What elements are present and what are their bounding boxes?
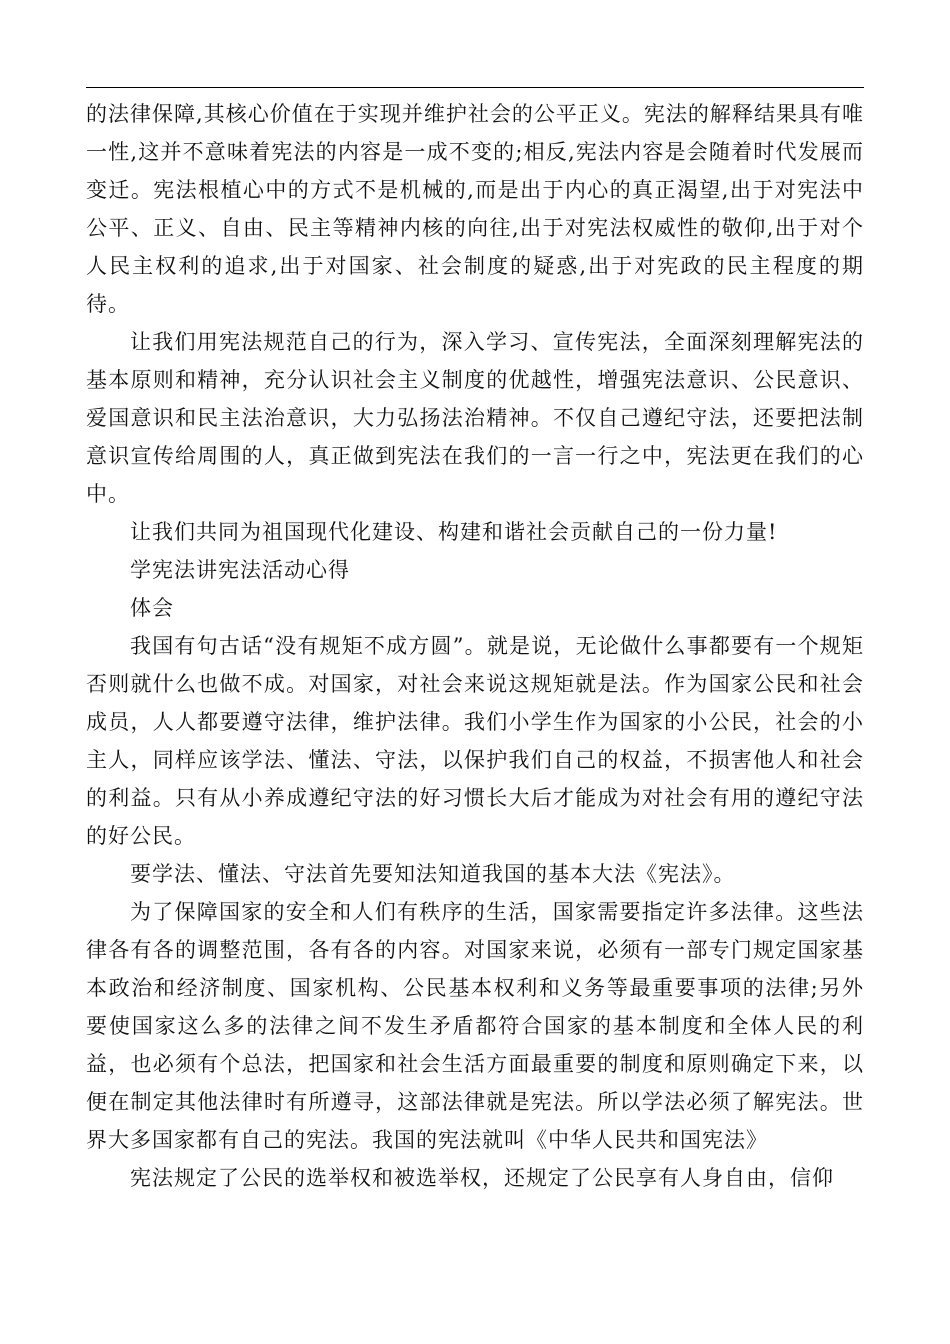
paragraph: 我国有句古话“没有规矩不成方圆”。就是说，无论做什么事都要有一个规矩否则就什么也做不成。对国家，对社会来说这规矩就是法。作为国家公民和社会成员，人人都要遵守法律，维护法律。我们小学生作为国家的小公民，社会的小主人，同样应该学法、懂法、守法，以保护我们自己的权益，不损害他人和社会的利益。只有从小养成遵纪守法的好习惯长大后才能成为对社会有用的遵纪守法的好公民。 [86, 634, 864, 848]
paragraph: 让我们用宪法规范自己的行为，深入学习、宣传宪法，全面深刻理解宪法的基本原则和精神，充分认识社会主义制度的优越性，增强宪法意识、公民意识、爱国意识和民主法治意识，大力弘扬法治精神。不仅自己遵纪守法，还要把法制意识宣传给周围的人，真正做到宪法在我们的一言一行之中，宪法更在我们的心中。 [86, 330, 864, 506]
section-heading: 学宪法讲宪法活动心得 [130, 558, 350, 582]
document-body [86, 95, 864, 1197]
paragraph: 的法律保障,其核心价值在于实现并维护社会的公平正义。宪法的解释结果具有唯一性,这并不意味着宪法的内容是一成不变的;相反,宪法内容是会随着时代发展而变迁。宪法根植心中的方式不是机械的,而是出于内心的真正渴望,出于对宪法中公平、正义、自由、民主等精神内核的向往,出于对宪法权威性的敬仰,出于对个人民主权利的追求,出于对国家、社会制度的疑惑,出于对宪政的民主程度的期待。 [86, 102, 864, 316]
paragraph: 要学法、懂法、守法首先要知法知道我国的基本大法《宪法》。 [130, 862, 736, 886]
paragraph: 宪法规定了公民的选举权和被选举权，还规定了公民享有人身自由，信仰 [130, 1166, 834, 1190]
section-heading-continued: 体会 [130, 596, 174, 620]
header-rule [86, 87, 864, 88]
paragraph: 为了保障国家的安全和人们有秩序的生活，国家需要指定许多法律。这些法律各有各的调整范围，各有各的内容。对国家来说，必须有一部专门规定国家基本政治和经济制度、国家机构、公民基本权利和义务等最重要事项的法律;另外要使国家这么多的法律之间不发生矛盾都符合国家的基本制度和全体人民的利益，也必须有个总法，把国家和社会生活方面最重要的制度和原则确定下来，以便在制定其他法律时有所遵寻，这部法律就是宪法。所以学法必须了解宪法。世界大多国家都有自己的宪法。我国的宪法就叫《中华人民共和国宪法》 [86, 900, 864, 1152]
paragraph: 让我们共同为祖国现代化建设、构建和谐社会贡献自己的一份力量! [130, 520, 778, 544]
